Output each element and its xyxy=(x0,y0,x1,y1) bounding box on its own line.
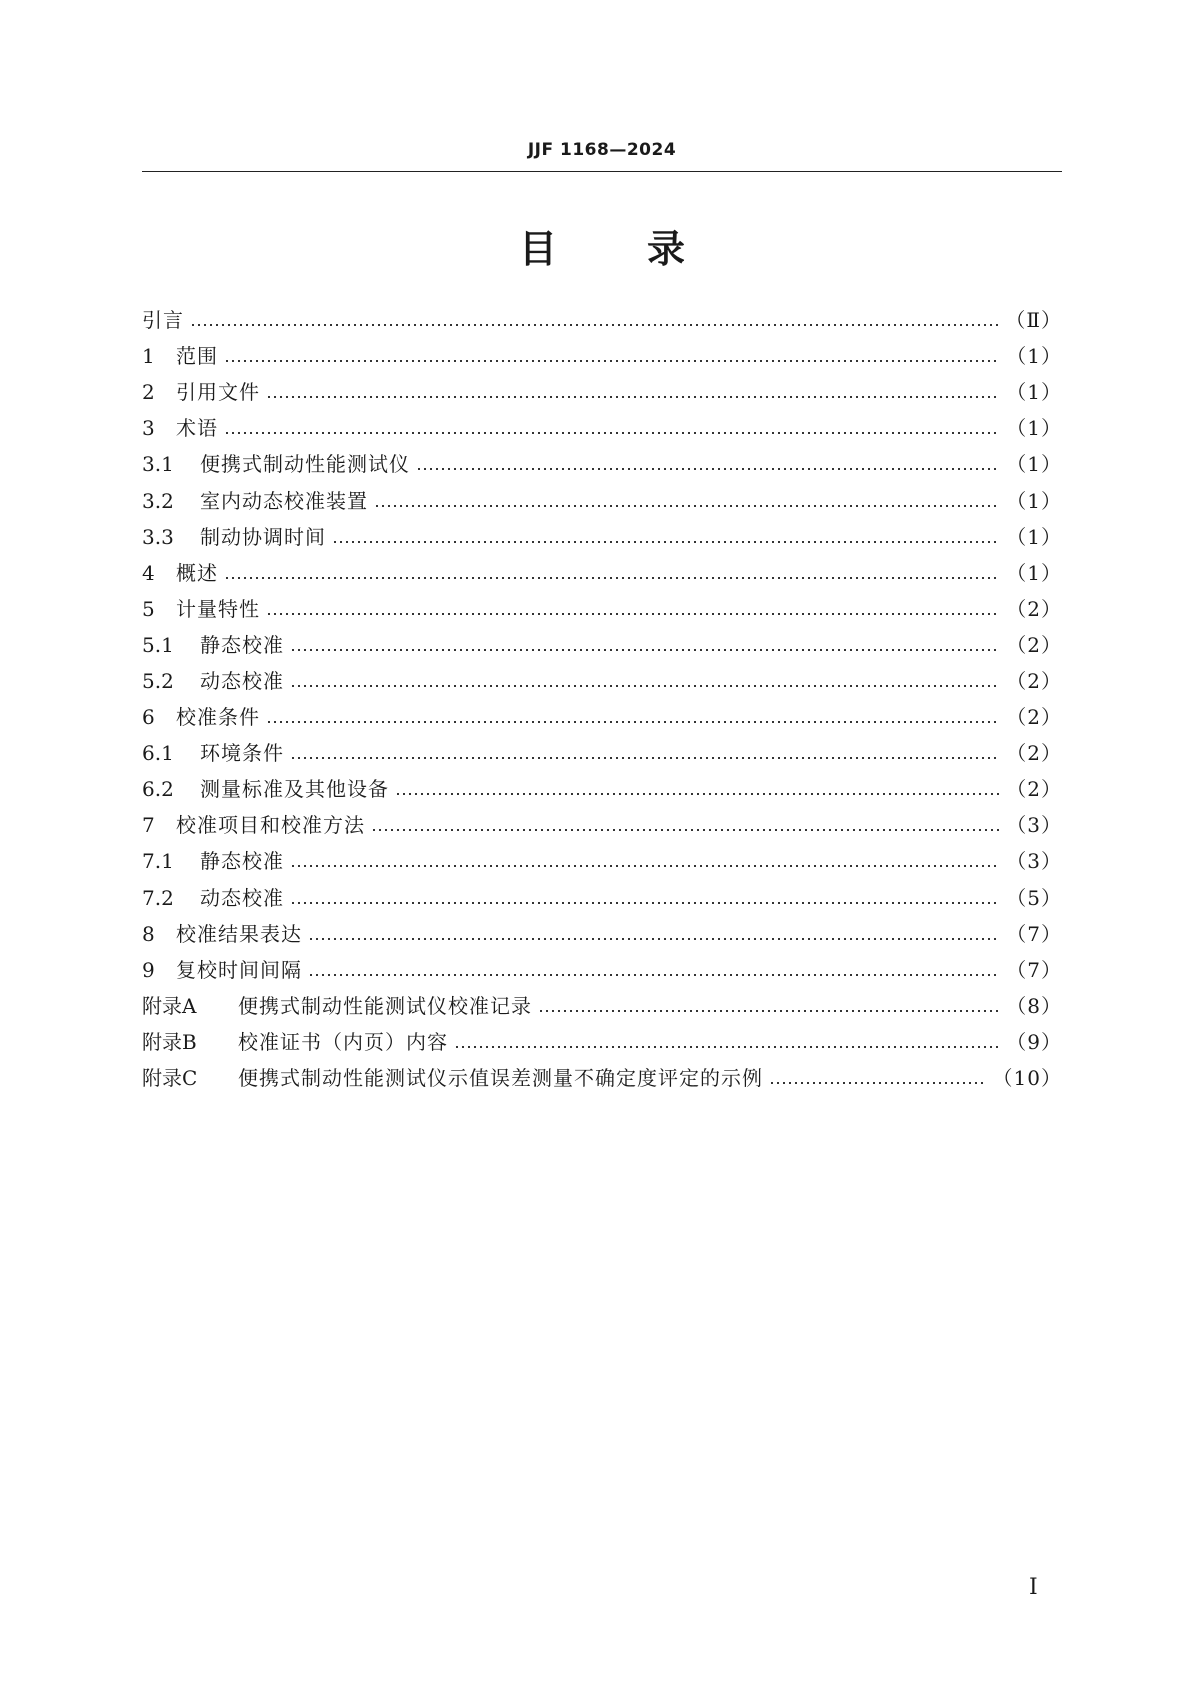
table-of-contents xyxy=(142,302,1062,1096)
toc-entry[interactable] xyxy=(142,952,1062,988)
toc-entry-page: （2） xyxy=(1006,596,1062,621)
toc-entry-label: 校准证书（内页）内容 xyxy=(238,1029,448,1054)
toc-leader-dots xyxy=(190,324,999,326)
toc-entry[interactable] xyxy=(142,699,1062,735)
toc-entry-label: 制动协调时间 xyxy=(200,524,326,549)
standard-code-header xyxy=(142,140,1062,160)
toc-entry-page: （3） xyxy=(1006,813,1062,838)
toc-entry[interactable] xyxy=(142,735,1062,771)
standard-code: JJF 1168—2024 xyxy=(527,140,677,160)
toc-entry-page: （10） xyxy=(992,1066,1062,1091)
toc-entry-label: 校准结果表达 xyxy=(176,921,302,946)
toc-entry-number: 5.2 xyxy=(142,668,174,693)
toc-entry[interactable] xyxy=(142,627,1062,663)
toc-entry-label: 环境条件 xyxy=(200,741,284,766)
toc-leader-dots xyxy=(224,577,1000,579)
toc-entry[interactable] xyxy=(142,1060,1062,1096)
toc-entry[interactable] xyxy=(142,771,1062,807)
toc-entry[interactable] xyxy=(142,663,1062,699)
toc-entry[interactable] xyxy=(142,591,1062,627)
toc-leader-dots xyxy=(290,757,1000,759)
toc-entry-label: 引言 xyxy=(142,308,184,333)
toc-entry-page: （1） xyxy=(1006,380,1062,405)
toc-entry[interactable] xyxy=(142,519,1062,555)
toc-leader-dots xyxy=(308,938,1000,940)
toc-leader-dots xyxy=(224,432,1000,434)
toc-entry-number: 3.3 xyxy=(142,524,174,549)
toc-entry[interactable] xyxy=(142,807,1062,843)
toc-entry[interactable] xyxy=(142,338,1062,374)
page-number: Ⅰ xyxy=(1029,1575,1038,1600)
toc-entry-label: 便携式制动性能测试仪示值误差测量不确定度评定的示例 xyxy=(238,1066,763,1091)
toc-entry-label: 室内动态校准装置 xyxy=(200,488,368,513)
toc-entry-page: （1） xyxy=(1006,344,1062,369)
toc-leader-dots xyxy=(332,541,1000,543)
toc-leader-dots xyxy=(308,974,1000,976)
toc-leader-dots xyxy=(371,829,1000,831)
toc-entry-number: 附录B xyxy=(142,1029,197,1054)
toc-entry[interactable] xyxy=(142,446,1062,482)
toc-leader-dots xyxy=(769,1082,987,1084)
toc-entry-label: 静态校准 xyxy=(200,632,284,657)
toc-entry-label: 测量标准及其他设备 xyxy=(200,777,389,802)
header-rule xyxy=(142,171,1062,172)
toc-entry-label: 校准条件 xyxy=(176,705,260,730)
toc-entry-number: 7 xyxy=(142,813,155,838)
toc-entry-page: （8） xyxy=(1006,993,1062,1018)
toc-entry-label: 术语 xyxy=(176,416,218,441)
toc-entry-number: 6 xyxy=(142,705,155,730)
toc-entry[interactable] xyxy=(142,880,1062,916)
toc-entry-page: （2） xyxy=(1006,705,1062,730)
toc-entry[interactable] xyxy=(142,302,1062,338)
toc-entry[interactable] xyxy=(142,374,1062,410)
toc-entry-page: （9） xyxy=(1006,1029,1062,1054)
toc-entry-label: 便携式制动性能测试仪校准记录 xyxy=(238,993,532,1018)
toc-leader-dots xyxy=(538,1010,1000,1012)
toc-entry-label: 动态校准 xyxy=(200,668,284,693)
toc-entry-page: （2） xyxy=(1006,632,1062,657)
toc-entry[interactable] xyxy=(142,482,1062,518)
toc-entry[interactable] xyxy=(142,916,1062,952)
toc-leader-dots xyxy=(224,360,1000,362)
toc-entry-label: 概述 xyxy=(176,560,218,585)
toc-leader-dots xyxy=(290,902,1000,904)
toc-entry-page: （5） xyxy=(1006,885,1062,910)
toc-leader-dots xyxy=(416,468,1000,470)
toc-leader-dots xyxy=(374,505,1000,507)
toc-entry[interactable] xyxy=(142,410,1062,446)
toc-entry-number: 4 xyxy=(142,560,155,585)
toc-entry-number: 7.2 xyxy=(142,885,174,910)
toc-entry-number: 5.1 xyxy=(142,632,174,657)
toc-leader-dots xyxy=(290,649,1000,651)
toc-leader-dots xyxy=(290,685,1000,687)
toc-entry-number: 附录C xyxy=(142,1066,198,1091)
toc-entry-page: （1） xyxy=(1006,524,1062,549)
toc-entry[interactable] xyxy=(142,1024,1062,1060)
toc-entry[interactable] xyxy=(142,843,1062,879)
toc-entry-label: 复校时间间隔 xyxy=(176,957,302,982)
toc-entry-page: （Ⅱ） xyxy=(1005,308,1062,333)
toc-entry-number: 5 xyxy=(142,596,155,621)
toc-entry-number: 附录A xyxy=(142,993,197,1018)
toc-entry-number: 3.2 xyxy=(142,488,174,513)
toc-entry-number: 1 xyxy=(142,344,155,369)
toc-leader-dots xyxy=(454,1046,1000,1048)
toc-entry-page: （2） xyxy=(1006,741,1062,766)
toc-entry-label: 静态校准 xyxy=(200,849,284,874)
toc-entry-page: （2） xyxy=(1006,777,1062,802)
toc-entry-label: 引用文件 xyxy=(176,380,260,405)
toc-entry-page: （1） xyxy=(1006,416,1062,441)
toc-entry-label: 计量特性 xyxy=(176,596,260,621)
toc-entry-number: 8 xyxy=(142,921,155,946)
toc-entry-label: 便携式制动性能测试仪 xyxy=(200,452,410,477)
toc-entry-page: （3） xyxy=(1006,849,1062,874)
toc-entry-number: 7.1 xyxy=(142,849,174,874)
toc-entry-number: 3 xyxy=(142,416,155,441)
toc-leader-dots xyxy=(266,613,1000,615)
toc-leader-dots xyxy=(395,793,1000,795)
toc-entry-page: （1） xyxy=(1006,452,1062,477)
toc-entry-page: （2） xyxy=(1006,668,1062,693)
toc-entry-page: （7） xyxy=(1006,921,1062,946)
toc-entry-page: （1） xyxy=(1006,560,1062,585)
page-title: 目录 xyxy=(518,227,775,271)
toc-entry-number: 2 xyxy=(142,380,155,405)
toc-entry-label: 动态校准 xyxy=(200,885,284,910)
toc-entry-number: 6.1 xyxy=(142,741,174,766)
toc-entry-number: 6.2 xyxy=(142,777,174,802)
toc-entry[interactable] xyxy=(142,555,1062,591)
toc-entry-page: （1） xyxy=(1006,488,1062,513)
toc-leader-dots xyxy=(290,865,1000,867)
toc-entry-number: 3.1 xyxy=(142,452,174,477)
toc-entry-label: 校准项目和校准方法 xyxy=(176,813,365,838)
toc-leader-dots xyxy=(266,721,1000,723)
toc-leader-dots xyxy=(266,396,1000,398)
toc-entry-number: 9 xyxy=(142,957,155,982)
toc-entry-label: 范围 xyxy=(176,344,218,369)
toc-entry[interactable] xyxy=(142,988,1062,1024)
toc-entry-page: （7） xyxy=(1006,957,1062,982)
